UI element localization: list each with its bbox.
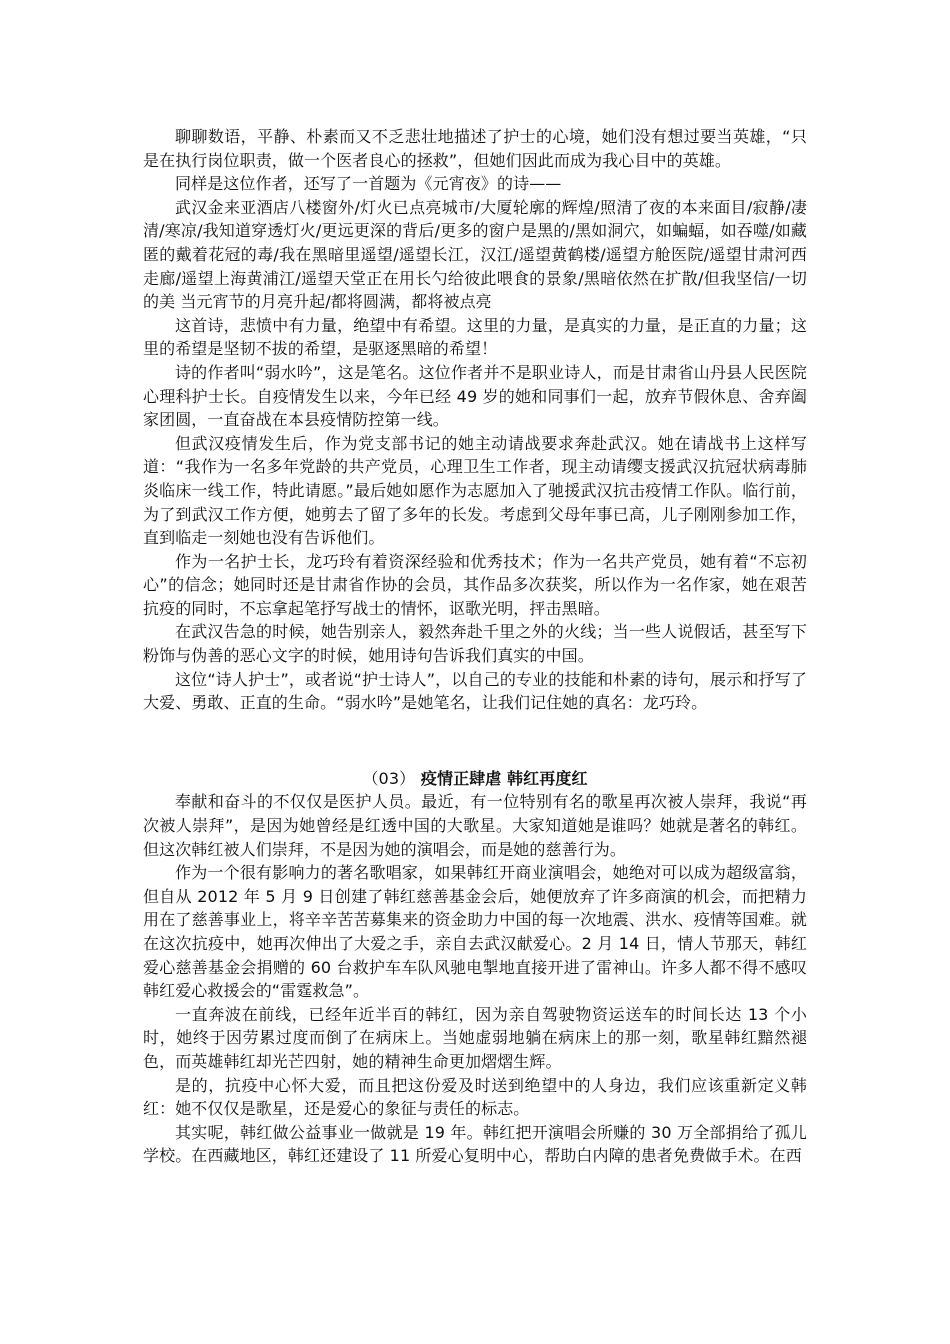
paragraph: 作为一名护士长，龙巧玲有着资深经验和优秀技术；作为一名共产党员，她有着“不忘初心”的信念；她同时还是甘肃省作协的会员，其作品多次获奖，所以作为一名作家，她在艰苦抗疫的同时，不忘拿起笔抒写战士的情怀，讴歌光明，抨击黑暗。 (143, 551, 807, 618)
paragraph: 诗的作者叫“弱水吟”，这是笔名。这位作者并不是职业诗人，而是甘肃省山丹县人民医院心理科护士长。自疫情发生以来，今年已经 49 岁的她和同事们一起，放弃节假休息、舍弃阖家团圆，一直奋战在本县疫情防控第一线。 (143, 362, 807, 430)
section-spacer (143, 715, 807, 767)
paragraph: 作为一个很有影响力的著名歌唱家，如果韩红开商业演唱会，她绝对可以成为超级富翁，但自从 2012 年 5 月 9 日创建了韩红慈善基金会后，她便放弃了许多商演的机会，而把精力用在了慈善事业上，将辛辛苦苦募集来的资金助力中国的每一次地震、洪水、疫情等国难。就在这次抗疫中，她再次伸出了大爱之手，亲自去武汉献爱心。2 月 14 日，情人节那天，韩红爱心慈善基金会捐赠的 60 台救护车车队风驰电掣地直接开进了雷神山。许多人都不得不感叹韩红爱心救援会的“雷霆救急”。 (143, 863, 807, 1001)
paragraph: 其实呢，韩红做公益事业一做就是 19 年。韩红把开演唱会所赚的 30 万全部捐给了孤儿学校。在西藏地区，韩红还建设了 11 所爱心复明中心，帮助白内障的患者免费做手术。在西 (143, 1122, 807, 1166)
paragraph: 是的，抗疫中心怀大爱，而且把这份爱及时送到绝望中的人身边，我们应该重新定义韩红：她不仅仅是歌星，还是爱心的象征与责任的标志。 (143, 1075, 807, 1119)
paragraph: 这位“诗人护士”，或者说“护士诗人”，以自己的专业的技能和朴素的诗句，展示和抒写了大爱、勇敢、正直的生命。“弱水吟”是她笔名，让我们记住她的真名：龙巧玲。 (143, 669, 807, 713)
paragraph: 在武汉告急的时候，她告别亲人，毅然奔赴千里之外的火线；当一些人说假话，甚至写下粉饰与伪善的恶心文字的时候，她用诗句告诉我们真实的中国。 (143, 622, 807, 666)
paragraph: 但武汉疫情发生后，作为党支部书记的她主动请战要求奔赴武汉。她在请战书上这样写道：“我作为一名多年党龄的共产党员，心理卫生工作者，现主动请缨支援武汉抗冠状病毒肺炎临床一线工作，特此请愿。”最后她如愿作为志愿加入了驰援武汉抗击疫情工作队。临行前，为了到武汉工作方便，她剪去了留了多年的长发。考虑到父母年事已高，儿子刚刚参加工作，直到临走一刻她也没有告诉他们。 (143, 433, 807, 548)
poem-paragraph: 武汉金来亚酒店八楼窗外/灯火已点亮城市/大厦轮廓的辉煌/照清了夜的本来面目/寂静/凄清/寒凉/我知道穿透灯火/更远更深的背后/更多的窗户是黑的/黑如洞穴，如蝙蝠，如吞噬/如藏匿的戴着花冠的毒/我在黑暗里遥望/遥望长江，汉江/遥望黄鹤楼/遥望方舱医院/遥望甘肃河西走廊/遥望上海黄浦江/遥望天堂正在用长勺给彼此喂食的景象/黑暗依然在扩散/但我坚信/一切的美 当元宵节的月亮升起/都将圆满，都将被点亮 (143, 197, 807, 312)
paragraph: 这首诗，悲愤中有力量，绝望中有希望。这里的力量，是真实的力量，是正直的力量；这里的希望是坚韧不拔的希望，是驱逐黑暗的希望！ (143, 315, 807, 359)
paragraph: 一直奔波在前线，已经年近半百的韩红，因为亲自驾驶物资运送车的时间长达 13 个小时，她终于因劳累过度而倒了在病床上。当她虚弱地躺在病床上的那一刻，歌星韩红黯然褪色，而英雄韩红却光芒四射，她的精神生命更加熠熠生辉。 (143, 1004, 807, 1071)
paragraph: 聊聊数语，平静、朴素而又不乏悲壮地描述了护士的心境，她们没有想过要当英雄，“只是在执行岗位职责，做一个医者良心的拯救”，但她们因此而成为我心目中的英雄。 (143, 127, 807, 170)
paragraph: 同样是这位作者，还写了一首题为《元宵夜》的诗—— (175, 174, 562, 194)
section-title: 疫情正肆虐 韩红再度红 (420, 768, 588, 788)
paragraph: 奉献和奋斗的不仅仅是医护人员。最近，有一位特别有名的歌星再次被人崇拜，我说“再次被人崇拜”，是因为她曾经是红透中国的大歌星。大家知道她是谁吗？她就是著名的韩红。但这次韩红被人们崇拜，不是因为她的演唱会，而是她的慈善行为。 (143, 792, 807, 859)
section-heading (143, 767, 807, 791)
section-number: （03） (362, 768, 416, 788)
poet-nurse-section (143, 125, 807, 715)
han-hong-section (143, 767, 807, 1168)
